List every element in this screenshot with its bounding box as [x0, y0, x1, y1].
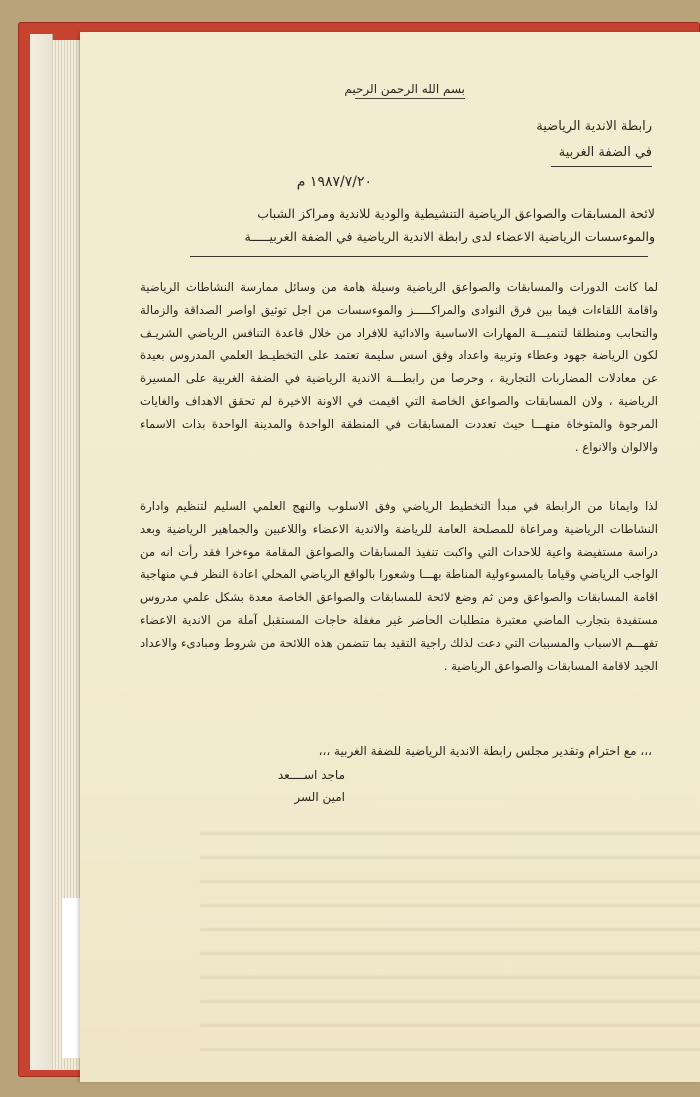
basmala-heading: بسم الله الرحمن الرحيم [355, 82, 465, 99]
document-title [135, 202, 655, 248]
signatory-name: ماجد اســــعد [277, 768, 345, 782]
organization-header [492, 114, 652, 167]
signatory-role: امين السر [294, 790, 345, 804]
paragraph-intro: لما كانت الدورات والمسابقات والصواعق الرياضية وسيلة هامة من وسائل ممارسة النشاطات الرياضية واقامة اللقاءات فيما بين فرق النوادى والمراكـــــز والموءسسات من اجل توثيق اواصر الصداقة والزمالة والتحابب ومنطلقا لتنميـــة المهارات الاساسية والادائية للافراد من خلال قاعدة التنافس الرياضي الشريـف لكون الرياضة جهود وعطاء وتربية واعداد وفق اسس سليمة تعتمد على التخطيـط العلمي المدروس بعيدة عن معادلات المضاربات التجارية ، وحرصا من رابطـــة الاندية الرياضية في الضفة الغربية على المسيرة الرياضية ، ولان المسابقات والصواعق الخاصة التي اقيمت في الاونة الاخيرة لم تحقق الاهداف والغايات المرجوة والمتوخاة منهـــا حيث تعددت المسابقات في المنطقة الواحدة والمدينة الواحدة بذات الاسماء والالوان والانواع . [140, 280, 658, 454]
paragraph-resolution: لذا وايمانا من الرابطة في مبدأ التخطيط الرياضي وفق الاسلوب والنهج العلمي السليم لتنظيم وادارة النشاطات الرياضية ومراعاة للمصلحة العامة للرياضة والاندية الاعضاء واللاعبين والجماهير الرياضية وبعد دراسة مستفيضة واعية للاحداث التي واكبت تنفيذ المسابقات والصواعق المقامة موءخرا فقد رأت انه من الواجب الرياضي وقياما بالمسوءولية المناطة بهـــا وشعورا بالواقع الرياضي المحلي اعادة النظر فـي منهاجية اقامة المسابقات والصواعق ومن ثم وضع لائحة للمسابقات والصواعق الخاصة معدة بشكل علمي مدروس مستفيدة بتجارب الماضي معتبرة متطلبات الحاضر غير مغفلة حاجات المستقبل آملة من الاندية الاعضاء تفهـــم الاسباب والمسببات التي دعت لذلك راجية التقيد بما تتضمن هذه اللائحة من شروط ومبادىء والاعداد الجيد لاقامة المسابقات والصواعق الرياضية . [140, 499, 658, 673]
page-tab-strip [62, 898, 80, 1058]
cover-inner-edge [30, 34, 52, 1070]
title-underline [190, 256, 648, 257]
closing-regards: ،،، مع احترام وتقدير مجلس رابطة الاندية الرياضية للضفة الغربية ،،، [318, 744, 652, 758]
title-line-2: والموءسسات الرياضية الاعضاء لدى رابطة الاندية الرياضية في الضفة الغربيـــــة [244, 229, 655, 244]
title-line-1: لائحة المسابقات والصواعق الرياضية التنشيطية والودية للاندية ومراكز الشباب [257, 206, 655, 221]
organization-name: رابطة الاندية الرياضية [536, 119, 652, 134]
document-date: ١٩٨٧/٧/٢٠ م [296, 174, 372, 190]
bleed-through-text [200, 822, 700, 1052]
organization-region: في الضفة الغربية [551, 140, 652, 167]
